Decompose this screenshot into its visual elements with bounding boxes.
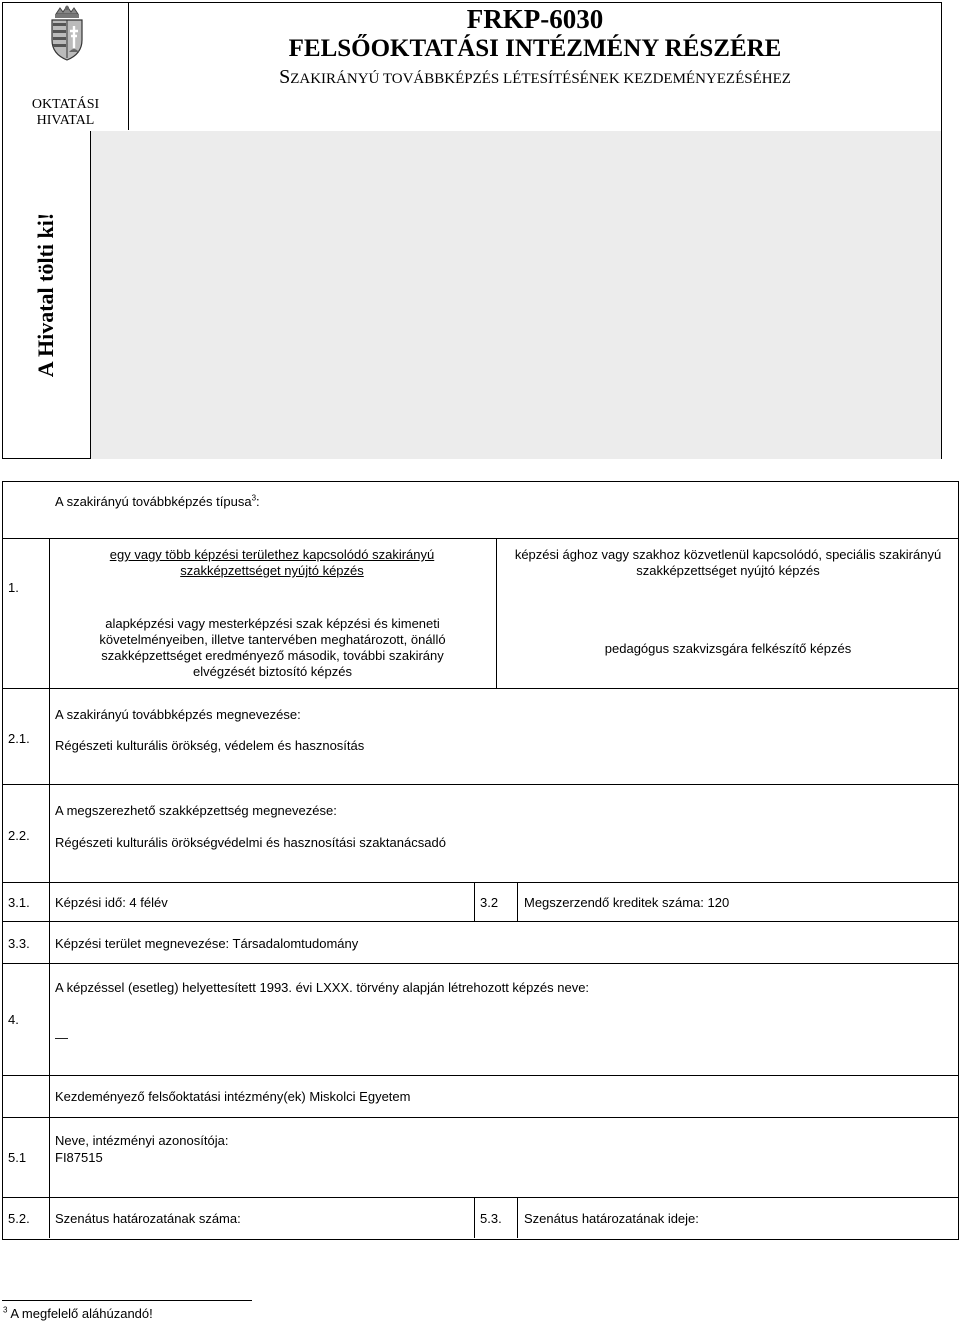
institution-id-label: Neve, intézményi azonosítója: bbox=[55, 1133, 229, 1148]
replaced-training-value[interactable]: — bbox=[55, 1030, 68, 1045]
section5-3-number: 5.3. bbox=[480, 1211, 502, 1226]
qualification-name-value[interactable]: Régészeti kulturális örökségvédelmi és hasznosítási szaktanácsadó bbox=[55, 835, 446, 850]
office-note: A Hivatal tölti ki! bbox=[33, 212, 58, 378]
section3-3-number: 3.3. bbox=[8, 936, 30, 951]
office-name: OKTATÁSI HIVATAL bbox=[31, 97, 100, 128]
replaced-training-label: A képzéssel (esetleg) helyettesített 1993. évi LXXX. törvény alapján létrehozott képzés neve: bbox=[55, 980, 590, 995]
footnote-divider bbox=[2, 1300, 252, 1301]
section4-number: 4. bbox=[8, 1012, 19, 1027]
section5-1-number: 5.1 bbox=[8, 1150, 27, 1165]
footnote: $^3$ A megfelelő aláhúzandó! bbox=[3, 1305, 153, 1321]
qualification-name-label: A megszerezhető szakképzettség megnevezése: bbox=[55, 803, 337, 818]
section1-title: A szakirányú továbbképzés típusa$^3$: bbox=[55, 493, 260, 509]
section3-1-number: 3.1. bbox=[8, 895, 30, 910]
option-multi-area-training[interactable]: egy vagy több képzési területhez kapcsolódó szakirányú szakképzettséget nyújtó képzés bbox=[109, 547, 435, 578]
section2-1-number: 2.1. bbox=[8, 731, 30, 746]
section3-2-number: 3.2 bbox=[480, 895, 499, 910]
section5-2-number: 5.2. bbox=[8, 1211, 30, 1226]
training-name-label: A szakirányú továbbképzés megnevezése: bbox=[55, 707, 301, 722]
form-title: FELSŐOKTATÁSI INTÉZMÉNY RÉSZÉRE bbox=[288, 35, 782, 62]
option-additional-specialization[interactable]: alapképzési vagy mesterképzési szak képzési és kimeneti követelményeiben, illetve tantervében meghatározott, önálló szakképzettséget eredményező második, további szakirány elvégzését biztosító képzés bbox=[99, 616, 446, 679]
office-use-field[interactable] bbox=[90, 131, 941, 459]
training-duration[interactable]: Képzési idő: 4 félév bbox=[55, 895, 168, 910]
senate-decision-number-label[interactable]: Szenátus határozatának száma: bbox=[55, 1211, 241, 1226]
office-note-cell bbox=[3, 131, 89, 459]
form-subtitle: SZAKIRÁNYÚ TOVÁBBKÉPZÉS LÉTESÍTÉSÉNEK KEZDEMÉNYEZÉSÉHEZ bbox=[279, 66, 791, 88]
initiating-institution: Kezdeményező felsőoktatási intézmény(ek) Miskolci Egyetem bbox=[55, 1089, 411, 1104]
form-body bbox=[2, 481, 959, 1240]
coat-of-arms-icon bbox=[46, 4, 88, 62]
training-name-value[interactable]: Régészeti kulturális örökség, védelem és hasznosítás bbox=[55, 738, 365, 753]
credits-required[interactable]: Megszerzendő kreditek száma: 120 bbox=[524, 895, 730, 910]
form-code: FRKP-6030 bbox=[466, 4, 604, 34]
training-area[interactable]: Képzési terület megnevezése: Társadalomtudomány bbox=[55, 936, 359, 951]
option-teacher-exam-prep[interactable]: pedagógus szakvizsgára felkészítő képzés bbox=[604, 641, 852, 656]
senate-decision-date-label[interactable]: Szenátus határozatának ideje: bbox=[524, 1211, 699, 1226]
section1-number: 1. bbox=[8, 580, 19, 595]
option-specialized-training[interactable]: képzési ághoz vagy szakhoz közvetlenül kapcsolódó, speciális szakirányú szakképzettséget nyújtó képzés bbox=[514, 547, 942, 578]
institution-id-value[interactable]: FI87515 bbox=[55, 1150, 103, 1165]
section2-2-number: 2.2. bbox=[8, 828, 30, 843]
